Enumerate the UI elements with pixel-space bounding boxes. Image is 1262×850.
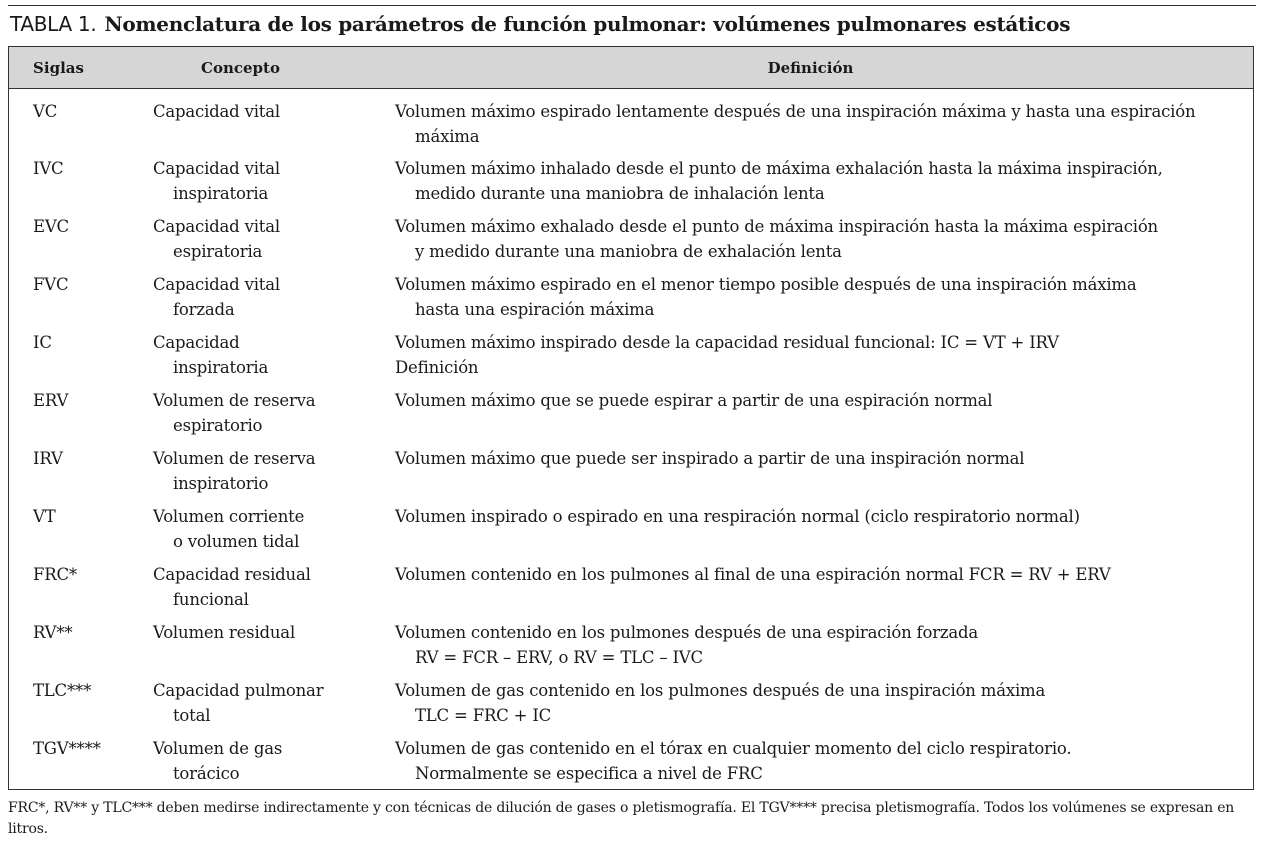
definicion-line: Volumen máximo inhalado desde el punto de máxima exhalación hasta la máxima inspiración, xyxy=(395,158,1163,178)
definicion-line: Volumen máximo inspirado desde la capacidad residual funcional: IC = VT + IRV xyxy=(395,332,1059,352)
cell-sigla: RV** xyxy=(33,622,73,642)
cell-definicion xyxy=(368,330,1253,388)
cell-definicion xyxy=(368,736,1253,791)
cell-sigla: VT xyxy=(33,506,56,526)
concepto-line: funcional xyxy=(173,589,249,609)
caption-label: TABLA 1. xyxy=(10,12,97,36)
table-caption xyxy=(10,12,1070,36)
cell-definicion xyxy=(368,272,1253,330)
concepto-line: Capacidad vital xyxy=(153,102,280,121)
cell-sigla: VC xyxy=(33,102,58,121)
concepto-line: Capacidad vital xyxy=(153,158,280,178)
cell-definicion xyxy=(368,504,1253,562)
concepto-line: Capacidad vital xyxy=(153,274,280,294)
definicion-line: hasta una espiración máxima xyxy=(415,299,655,319)
caption-title: Nomenclatura de los parámetros de función pulmonar: volúmenes pulmonares estáticos xyxy=(104,12,1071,36)
concepto-line: o volumen tidal xyxy=(173,531,300,551)
concepto-line: Capacidad xyxy=(153,332,240,352)
cell-concepto xyxy=(124,736,368,791)
cell-concepto xyxy=(124,504,368,562)
cell-concepto xyxy=(124,89,368,156)
definicion-line: Volumen máximo exhalado desde el punto de máxima inspiración hasta la máxima espiración xyxy=(395,216,1158,236)
cell-concepto xyxy=(124,562,368,620)
table-body xyxy=(9,89,1253,791)
table-row xyxy=(9,678,1253,736)
cell-definicion xyxy=(368,214,1253,272)
concepto-line: inspiratoria xyxy=(173,183,269,203)
table-row xyxy=(9,388,1253,446)
table-row xyxy=(9,89,1253,156)
cell-concepto xyxy=(124,156,368,214)
table-row xyxy=(9,562,1253,620)
cell-definicion xyxy=(368,89,1253,156)
definicion-line: Volumen contenido en los pulmones al final de una espiración normal FCR = RV + ERV xyxy=(395,564,1111,584)
concepto-line: total xyxy=(173,705,211,725)
cell-sigla: EVC xyxy=(33,216,69,236)
cell-concepto xyxy=(124,446,368,504)
definicion-line: Volumen contenido en los pulmones después de una espiración forzada xyxy=(395,622,979,642)
cell-sigla: TGV**** xyxy=(33,738,101,758)
concepto-line: Volumen corriente xyxy=(153,506,305,526)
definicion-line: Volumen máximo que puede ser inspirado a partir de una inspiración normal xyxy=(395,448,1025,468)
cell-sigla: TLC*** xyxy=(33,680,92,700)
cell-concepto xyxy=(124,330,368,388)
cell-sigla: FVC xyxy=(33,274,69,294)
table-row xyxy=(9,504,1253,562)
concepto-line: espiratorio xyxy=(173,415,263,435)
cell-concepto xyxy=(124,388,368,446)
header-concepto: Concepto xyxy=(124,47,368,89)
cell-definicion xyxy=(368,388,1253,446)
cell-definicion xyxy=(368,620,1253,678)
definicion-line: máxima xyxy=(415,127,480,146)
cell-sigla: ERV xyxy=(33,390,69,410)
concepto-line: Volumen residual xyxy=(153,622,296,642)
definicion-line: RV = FCR – ERV, o RV = TLC – IVC xyxy=(415,647,703,667)
concepto-line: Capacidad residual xyxy=(153,564,311,584)
cell-sigla: IC xyxy=(33,332,52,352)
table-row xyxy=(9,330,1253,388)
top-rule xyxy=(8,5,1256,6)
table-header-row xyxy=(9,47,1253,89)
table-row xyxy=(9,446,1253,504)
cell-sigla: FRC* xyxy=(33,564,77,584)
cell-definicion xyxy=(368,446,1253,504)
cell-definicion xyxy=(368,156,1253,214)
table-row xyxy=(9,156,1253,214)
definicion-line: Volumen de gas contenido en los pulmones después de una inspiración máxima xyxy=(395,680,1046,700)
definicion-line: Normalmente se especifica a nivel de FRC xyxy=(415,763,763,783)
table-frame xyxy=(8,46,1254,790)
definicion-line: y medido durante una maniobra de exhalación lenta xyxy=(415,241,842,261)
concepto-line: Capacidad vital xyxy=(153,216,280,236)
concepto-line: Volumen de reserva xyxy=(153,448,316,468)
definicion-line: Volumen inspirado o espirado en una respiración normal (ciclo respiratorio normal) xyxy=(395,506,1080,526)
cell-sigla: IVC xyxy=(33,158,64,178)
header-definicion: Definición xyxy=(368,47,1253,89)
definicion-line: Volumen de gas contenido en el tórax en cualquier momento del ciclo respiratorio. xyxy=(395,738,1072,758)
concepto-line: Capacidad pulmonar xyxy=(153,680,324,700)
cell-definicion xyxy=(368,678,1253,736)
table-row xyxy=(9,620,1253,678)
cell-concepto xyxy=(124,620,368,678)
concepto-line: torácico xyxy=(173,763,240,783)
cell-sigla: IRV xyxy=(33,448,63,468)
concepto-line: Volumen de gas xyxy=(153,738,283,758)
cell-concepto xyxy=(124,678,368,736)
cell-concepto xyxy=(124,214,368,272)
definicion-line: Volumen máximo espirado lentamente después de una inspiración máxima y hasta una espiración xyxy=(395,102,1196,121)
parameters-table xyxy=(9,47,1253,790)
cell-definicion xyxy=(368,562,1253,620)
table-row xyxy=(9,214,1253,272)
concepto-line: espiratoria xyxy=(173,241,263,261)
concepto-line: Volumen de reserva xyxy=(153,390,316,410)
cell-concepto xyxy=(124,272,368,330)
definicion-line: TLC = FRC + IC xyxy=(415,705,552,725)
definicion-line: Definición xyxy=(395,357,479,377)
table-row xyxy=(9,272,1253,330)
definicion-line: medido durante una maniobra de inhalación lenta xyxy=(415,183,825,203)
concepto-line: inspiratorio xyxy=(173,473,269,493)
footnote: FRC*, RV** y TLC*** deben medirse indirectamente y con técnicas de dilución de gases o pletismografía. El TGV**** precisa pletismografía. Todos los volúmenes se expresan en litros. xyxy=(8,800,1235,837)
concepto-line: inspiratoria xyxy=(173,357,269,377)
concepto-line: forzada xyxy=(173,299,235,319)
table-row xyxy=(9,736,1253,791)
header-siglas: Siglas xyxy=(9,47,124,89)
definicion-line: Volumen máximo que se puede espirar a partir de una espiración normal xyxy=(395,390,993,410)
definicion-line: Volumen máximo espirado en el menor tiempo posible después de una inspiración máxima xyxy=(395,274,1137,294)
